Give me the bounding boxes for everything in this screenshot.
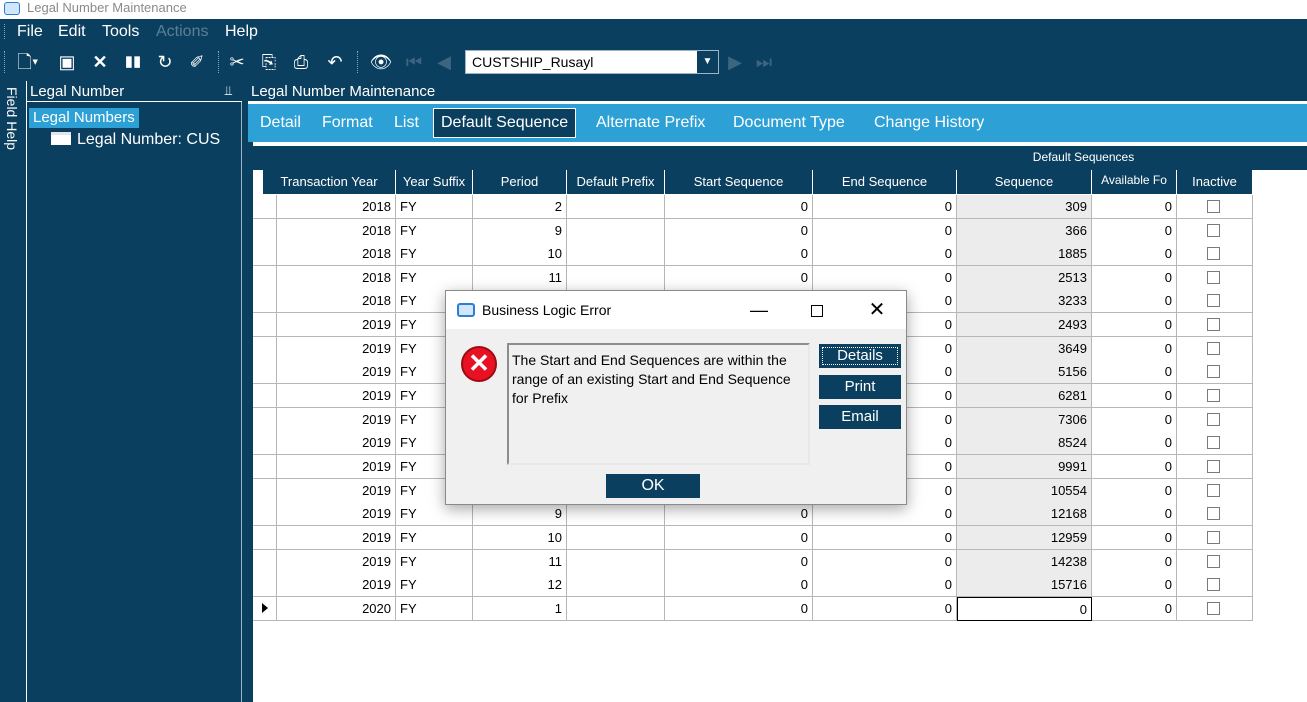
cell-transaction-year[interactable]: 2019 bbox=[277, 526, 396, 550]
field-help-label: Field Help bbox=[4, 87, 20, 151]
cell-transaction-year[interactable]: 2018 bbox=[277, 266, 396, 290]
tab-default-sequence[interactable]: Default Sequence bbox=[433, 108, 576, 138]
column-header-available-for[interactable]: Available Fo bbox=[1092, 170, 1177, 194]
main-panel-header bbox=[248, 81, 1307, 102]
inactive-checkbox[interactable] bbox=[1207, 365, 1220, 378]
cell-sequence[interactable]: 14238 bbox=[957, 550, 1092, 574]
cell-default-prefix[interactable] bbox=[567, 550, 665, 574]
cell-year-suffix[interactable]: FY bbox=[396, 526, 473, 550]
cell-sequence[interactable]: 6281 bbox=[957, 384, 1092, 408]
cell-end-sequence[interactable]: 0 bbox=[813, 502, 957, 526]
cell-transaction-year[interactable]: 2019 bbox=[277, 384, 396, 408]
chevron-down-icon[interactable]: ▼ bbox=[696, 51, 718, 73]
cell-available-for[interactable]: 0 bbox=[1092, 550, 1177, 574]
inactive-checkbox[interactable] bbox=[1207, 507, 1220, 520]
dialog-app-icon bbox=[457, 303, 475, 317]
cell-year-suffix[interactable]: FY bbox=[396, 289, 473, 313]
email-button[interactable]: Email bbox=[819, 405, 901, 429]
row-selector[interactable] bbox=[253, 337, 277, 361]
cell-year-suffix[interactable]: FY bbox=[396, 360, 473, 384]
cell-period[interactable]: 11 bbox=[473, 550, 567, 574]
last-record-icon[interactable]: ⏭ bbox=[755, 52, 773, 72]
cell-end-sequence[interactable]: 0 bbox=[813, 266, 957, 290]
cell-default-prefix[interactable] bbox=[567, 573, 665, 597]
binoculars-icon[interactable]: 👁 bbox=[369, 52, 393, 72]
cell-start-sequence[interactable]: 0 bbox=[665, 573, 813, 597]
cell-transaction-year[interactable]: 2020 bbox=[277, 597, 396, 621]
cell-inactive[interactable] bbox=[1177, 384, 1253, 408]
cell-sequence[interactable]: 7306 bbox=[957, 408, 1092, 432]
cell-sequence[interactable]: 1885 bbox=[957, 242, 1092, 266]
tree-node-legal-number[interactable] bbox=[51, 130, 220, 150]
cell-available-for[interactable]: 0 bbox=[1092, 195, 1177, 219]
menu-edit[interactable]: Edit bbox=[58, 23, 86, 40]
app-icon bbox=[4, 2, 20, 15]
cell-sequence[interactable]: 0 bbox=[957, 597, 1092, 621]
cell-end-sequence[interactable]: 0 bbox=[813, 337, 957, 361]
cell-year-suffix[interactable]: FY bbox=[396, 242, 473, 266]
column-header-inactive[interactable]: Inactive bbox=[1177, 170, 1253, 194]
row-selector[interactable] bbox=[253, 455, 277, 479]
cell-start-sequence[interactable]: 0 bbox=[665, 195, 813, 219]
cell-available-for[interactable]: 0 bbox=[1092, 455, 1177, 479]
cell-available-for[interactable]: 0 bbox=[1092, 408, 1177, 432]
cell-start-sequence[interactable]: 0 bbox=[665, 242, 813, 266]
cell-inactive[interactable] bbox=[1177, 573, 1253, 597]
cell-transaction-year[interactable]: 2019 bbox=[277, 573, 396, 597]
record-selector-value: CUSTSHIP_Rusayl bbox=[472, 54, 594, 70]
cell-default-prefix[interactable] bbox=[567, 502, 665, 526]
cell-end-sequence[interactable]: 0 bbox=[813, 289, 957, 313]
cell-available-for[interactable]: 0 bbox=[1092, 242, 1177, 266]
cell-inactive[interactable] bbox=[1177, 219, 1253, 243]
cell-inactive[interactable] bbox=[1177, 479, 1253, 503]
inactive-checkbox[interactable] bbox=[1207, 531, 1220, 544]
toolbar-separator bbox=[218, 51, 219, 73]
cell-start-sequence[interactable]: 0 bbox=[665, 597, 813, 621]
cell-sequence[interactable]: 8524 bbox=[957, 431, 1092, 455]
cell-inactive[interactable] bbox=[1177, 289, 1253, 313]
window-titlebar bbox=[0, 0, 1307, 19]
cell-end-sequence[interactable]: 0 bbox=[813, 550, 957, 574]
cell-available-for[interactable]: 0 bbox=[1092, 479, 1177, 503]
cell-transaction-year[interactable]: 2019 bbox=[277, 550, 396, 574]
cell-inactive[interactable] bbox=[1177, 360, 1253, 384]
error-dialog bbox=[445, 290, 907, 505]
grid-group-band bbox=[253, 146, 1307, 170]
undo-icon[interactable]: ↶ bbox=[327, 52, 343, 72]
inactive-checkbox[interactable] bbox=[1207, 555, 1220, 568]
cell-transaction-year[interactable]: 2019 bbox=[277, 337, 396, 361]
print-button[interactable]: Print bbox=[819, 375, 901, 399]
cell-period[interactable]: 11 bbox=[473, 266, 567, 290]
dialog-titlebar[interactable] bbox=[446, 291, 906, 329]
cell-sequence[interactable]: 366 bbox=[957, 219, 1092, 243]
field-help-strip[interactable] bbox=[0, 81, 26, 702]
cell-year-suffix[interactable]: FY bbox=[396, 455, 473, 479]
column-header-start-sequence[interactable]: Start Sequence bbox=[665, 170, 813, 194]
inactive-checkbox[interactable] bbox=[1207, 578, 1220, 591]
inactive-checkbox[interactable] bbox=[1207, 294, 1220, 307]
cell-year-suffix[interactable]: FY bbox=[396, 550, 473, 574]
save-icon[interactable]: ▣ bbox=[58, 52, 76, 72]
cell-start-sequence[interactable]: 0 bbox=[665, 526, 813, 550]
cell-transaction-year[interactable]: 2018 bbox=[277, 289, 396, 313]
cell-inactive[interactable] bbox=[1177, 408, 1253, 432]
row-selector[interactable] bbox=[253, 242, 277, 266]
window-title: Legal Number Maintenance bbox=[27, 0, 187, 15]
cell-available-for[interactable]: 0 bbox=[1092, 526, 1177, 550]
inactive-checkbox[interactable] bbox=[1207, 247, 1220, 260]
table-row[interactable] bbox=[253, 550, 1253, 574]
cell-end-sequence[interactable]: 0 bbox=[813, 219, 957, 243]
tab-detail[interactable]: Detail bbox=[260, 114, 301, 131]
cell-default-prefix[interactable] bbox=[567, 195, 665, 219]
cell-inactive[interactable] bbox=[1177, 337, 1253, 361]
cell-year-suffix[interactable]: FY bbox=[396, 573, 473, 597]
cell-inactive[interactable] bbox=[1177, 597, 1253, 621]
cell-available-for[interactable]: 0 bbox=[1092, 502, 1177, 526]
cell-period[interactable]: 9 bbox=[473, 502, 567, 526]
folder-icon bbox=[51, 132, 71, 145]
cell-end-sequence[interactable]: 0 bbox=[813, 455, 957, 479]
cell-available-for[interactable]: 0 bbox=[1092, 337, 1177, 361]
inactive-checkbox[interactable] bbox=[1207, 413, 1220, 426]
inactive-checkbox[interactable] bbox=[1207, 318, 1220, 331]
column-header-default-prefix[interactable]: Default Prefix bbox=[567, 170, 665, 194]
cell-default-prefix[interactable] bbox=[567, 526, 665, 550]
cell-available-for[interactable]: 0 bbox=[1092, 384, 1177, 408]
row-selector[interactable] bbox=[253, 573, 277, 597]
tab-document-type[interactable]: Document Type bbox=[733, 114, 845, 131]
inactive-checkbox[interactable] bbox=[1207, 460, 1220, 473]
new-icon[interactable]: 🗋▾ bbox=[17, 52, 39, 72]
row-selector[interactable] bbox=[253, 408, 277, 432]
table-row[interactable] bbox=[253, 219, 1253, 243]
cell-transaction-year[interactable]: 2019 bbox=[277, 408, 396, 432]
row-selector[interactable] bbox=[253, 313, 277, 337]
cell-end-sequence[interactable]: 0 bbox=[813, 597, 957, 621]
inactive-checkbox[interactable] bbox=[1207, 436, 1220, 449]
cell-sequence[interactable]: 3649 bbox=[957, 337, 1092, 361]
table-row[interactable] bbox=[253, 573, 1253, 597]
row-selector[interactable] bbox=[253, 219, 277, 243]
dialog-title: Business Logic Error bbox=[482, 302, 612, 318]
cell-start-sequence[interactable]: 0 bbox=[665, 502, 813, 526]
first-record-icon[interactable]: ⏮ bbox=[405, 52, 423, 72]
cell-year-suffix[interactable]: FY bbox=[396, 313, 473, 337]
cell-inactive[interactable] bbox=[1177, 455, 1253, 479]
details-button[interactable]: Details bbox=[819, 344, 901, 368]
cell-default-prefix[interactable] bbox=[567, 266, 665, 290]
cell-period[interactable]: 10 bbox=[473, 526, 567, 550]
column-header-end-sequence[interactable]: End Sequence bbox=[813, 170, 957, 194]
menu-grip bbox=[4, 24, 6, 39]
toolbar-grip bbox=[4, 51, 5, 73]
row-selector[interactable] bbox=[253, 502, 277, 526]
cell-inactive[interactable] bbox=[1177, 266, 1253, 290]
table-row[interactable] bbox=[253, 502, 1253, 526]
cell-available-for[interactable]: 0 bbox=[1092, 313, 1177, 337]
cell-inactive[interactable] bbox=[1177, 526, 1253, 550]
cell-inactive[interactable] bbox=[1177, 195, 1253, 219]
inactive-checkbox[interactable] bbox=[1207, 271, 1220, 284]
close-icon[interactable]: ✕ bbox=[868, 299, 886, 321]
cell-end-sequence[interactable]: 0 bbox=[813, 384, 957, 408]
error-message: The Start and End Sequences are within the range of an existing Start and End Sequence for Prefix bbox=[512, 352, 791, 406]
cell-inactive[interactable] bbox=[1177, 550, 1253, 574]
cell-year-suffix[interactable]: FY bbox=[396, 219, 473, 243]
clear-icon[interactable]: ✐ bbox=[189, 52, 205, 72]
tab-format[interactable]: Format bbox=[322, 114, 373, 131]
row-selector[interactable] bbox=[253, 289, 277, 313]
inactive-checkbox[interactable] bbox=[1207, 200, 1220, 213]
refresh-icon[interactable]: ↻ bbox=[157, 52, 173, 72]
pin-icon[interactable]: ⫫ bbox=[224, 83, 232, 98]
row-selector[interactable] bbox=[253, 526, 277, 550]
cell-transaction-year[interactable]: 2018 bbox=[277, 195, 396, 219]
cell-period[interactable]: 10 bbox=[473, 242, 567, 266]
copy-icon[interactable]: ⎘ bbox=[261, 52, 277, 72]
row-selector[interactable] bbox=[253, 550, 277, 574]
row-selector[interactable] bbox=[253, 597, 277, 621]
cell-transaction-year[interactable]: 2019 bbox=[277, 455, 396, 479]
column-header-period[interactable]: Period bbox=[473, 170, 567, 194]
cell-end-sequence[interactable]: 0 bbox=[813, 431, 957, 455]
error-message-box bbox=[507, 343, 810, 465]
table-row[interactable] bbox=[253, 195, 1253, 219]
cell-sequence[interactable]: 9991 bbox=[957, 455, 1092, 479]
cell-period[interactable]: 9 bbox=[473, 219, 567, 243]
cell-year-suffix[interactable]: FY bbox=[396, 479, 473, 503]
cell-year-suffix[interactable]: FY bbox=[396, 408, 473, 432]
cell-transaction-year[interactable]: 2018 bbox=[277, 242, 396, 266]
cell-sequence[interactable]: 3233 bbox=[957, 289, 1092, 313]
toolbar-separator bbox=[357, 51, 358, 73]
cell-sequence[interactable]: 5156 bbox=[957, 360, 1092, 384]
row-selector[interactable] bbox=[253, 360, 277, 384]
cell-available-for[interactable]: 0 bbox=[1092, 266, 1177, 290]
menu-tools[interactable]: Tools bbox=[102, 23, 140, 40]
cell-available-for[interactable]: 0 bbox=[1092, 431, 1177, 455]
cell-period[interactable]: 2 bbox=[473, 195, 567, 219]
search-icon[interactable]: ▮▮ bbox=[124, 53, 142, 70]
delete-icon[interactable]: ✕ bbox=[92, 52, 108, 72]
inactive-checkbox[interactable] bbox=[1207, 602, 1220, 615]
cell-end-sequence[interactable]: 0 bbox=[813, 479, 957, 503]
current-row-arrow-icon bbox=[262, 603, 268, 613]
column-header-transaction-year[interactable]: Transaction Year bbox=[263, 170, 396, 194]
cell-transaction-year[interactable]: 2019 bbox=[277, 479, 396, 503]
tab-bar bbox=[248, 104, 1307, 142]
menu-help[interactable]: Help bbox=[225, 23, 258, 40]
row-selector[interactable] bbox=[253, 195, 277, 219]
cell-end-sequence[interactable]: 0 bbox=[813, 360, 957, 384]
cell-inactive[interactable] bbox=[1177, 502, 1253, 526]
cell-transaction-year[interactable]: 2019 bbox=[277, 431, 396, 455]
cell-sequence[interactable]: 309 bbox=[957, 195, 1092, 219]
column-header-year-suffix[interactable]: Year Suffix bbox=[396, 170, 473, 194]
inactive-checkbox[interactable] bbox=[1207, 389, 1220, 402]
cell-sequence[interactable]: 12959 bbox=[957, 526, 1092, 550]
cell-year-suffix[interactable]: FY bbox=[396, 384, 473, 408]
cell-year-suffix[interactable]: FY bbox=[396, 337, 473, 361]
inactive-checkbox[interactable] bbox=[1207, 484, 1220, 497]
cell-start-sequence[interactable]: 0 bbox=[665, 219, 813, 243]
cell-available-for[interactable]: 0 bbox=[1092, 597, 1177, 621]
maximize-icon[interactable] bbox=[802, 299, 832, 321]
cell-available-for[interactable]: 0 bbox=[1092, 360, 1177, 384]
cell-end-sequence[interactable]: 0 bbox=[813, 195, 957, 219]
cell-end-sequence[interactable]: 0 bbox=[813, 573, 957, 597]
cell-transaction-year[interactable]: 2019 bbox=[277, 313, 396, 337]
tab-change-history[interactable]: Change History bbox=[874, 114, 985, 131]
cell-transaction-year[interactable]: 2018 bbox=[277, 219, 396, 243]
menu-bar bbox=[0, 19, 1307, 44]
tree-panel-header bbox=[27, 81, 242, 102]
cell-period[interactable]: 1 bbox=[473, 597, 567, 621]
table-row[interactable] bbox=[253, 266, 1253, 290]
menu-file[interactable]: File bbox=[17, 23, 43, 40]
cut-icon[interactable]: ✂ bbox=[229, 52, 245, 72]
menu-actions: Actions bbox=[156, 23, 209, 40]
cell-year-suffix[interactable]: FY bbox=[396, 502, 473, 526]
cell-inactive[interactable] bbox=[1177, 431, 1253, 455]
cell-period[interactable]: 12 bbox=[473, 573, 567, 597]
cell-available-for[interactable]: 0 bbox=[1092, 289, 1177, 313]
cell-end-sequence[interactable]: 0 bbox=[813, 408, 957, 432]
cell-end-sequence[interactable]: 0 bbox=[813, 313, 957, 337]
next-record-icon[interactable]: ▶ bbox=[728, 52, 742, 72]
cell-transaction-year[interactable]: 2019 bbox=[277, 360, 396, 384]
tab-list[interactable]: List bbox=[394, 114, 419, 131]
cell-year-suffix[interactable]: FY bbox=[396, 195, 473, 219]
row-selector[interactable] bbox=[253, 384, 277, 408]
tree-node-legal-numbers[interactable]: Legal Numbers bbox=[29, 108, 139, 128]
cell-start-sequence[interactable]: 0 bbox=[665, 266, 813, 290]
cell-default-prefix[interactable] bbox=[567, 219, 665, 243]
cell-start-sequence[interactable]: 0 bbox=[665, 550, 813, 574]
cell-sequence[interactable]: 15716 bbox=[957, 573, 1092, 597]
cell-end-sequence[interactable]: 0 bbox=[813, 526, 957, 550]
row-selector[interactable] bbox=[253, 479, 277, 503]
minimize-icon[interactable]: — bbox=[750, 300, 768, 320]
cell-sequence[interactable]: 10554 bbox=[957, 479, 1092, 503]
row-selector[interactable] bbox=[253, 431, 277, 455]
table-row[interactable] bbox=[253, 526, 1253, 550]
grid-group-header: Default Sequences bbox=[1032, 150, 1135, 164]
tab-alternate-prefix[interactable]: Alternate Prefix bbox=[596, 114, 706, 131]
cell-sequence[interactable]: 2493 bbox=[957, 313, 1092, 337]
record-selector[interactable] bbox=[465, 50, 719, 74]
error-icon: ✕ bbox=[461, 346, 497, 382]
cell-transaction-year[interactable]: 2019 bbox=[277, 502, 396, 526]
main-panel-title: Legal Number Maintenance bbox=[251, 83, 436, 100]
table-row[interactable] bbox=[253, 242, 1253, 266]
cell-available-for[interactable]: 0 bbox=[1092, 573, 1177, 597]
inactive-checkbox[interactable] bbox=[1207, 342, 1220, 355]
cell-year-suffix[interactable]: FY bbox=[396, 597, 473, 621]
cell-sequence[interactable]: 12168 bbox=[957, 502, 1092, 526]
cell-inactive[interactable] bbox=[1177, 313, 1253, 337]
inactive-checkbox[interactable] bbox=[1207, 224, 1220, 237]
tree-panel bbox=[27, 81, 242, 702]
row-selector[interactable] bbox=[253, 266, 277, 290]
cell-available-for[interactable]: 0 bbox=[1092, 219, 1177, 243]
column-header-sequence[interactable]: Sequence bbox=[957, 170, 1092, 194]
cell-inactive[interactable] bbox=[1177, 242, 1253, 266]
cell-year-suffix[interactable]: FY bbox=[396, 431, 473, 455]
cell-year-suffix[interactable]: FY bbox=[396, 266, 473, 290]
paste-icon[interactable]: ⎙ bbox=[293, 52, 309, 72]
previous-record-icon[interactable]: ◀ bbox=[437, 52, 451, 72]
cell-end-sequence[interactable]: 0 bbox=[813, 242, 957, 266]
cell-sequence[interactable]: 2513 bbox=[957, 266, 1092, 290]
cell-default-prefix[interactable] bbox=[567, 597, 665, 621]
cell-default-prefix[interactable] bbox=[567, 242, 665, 266]
tree-panel-title: Legal Number bbox=[30, 83, 125, 100]
tree-node-label: Legal Number: CUS bbox=[77, 131, 221, 148]
ok-button[interactable]: OK bbox=[606, 474, 700, 498]
table-row[interactable] bbox=[253, 597, 1253, 621]
